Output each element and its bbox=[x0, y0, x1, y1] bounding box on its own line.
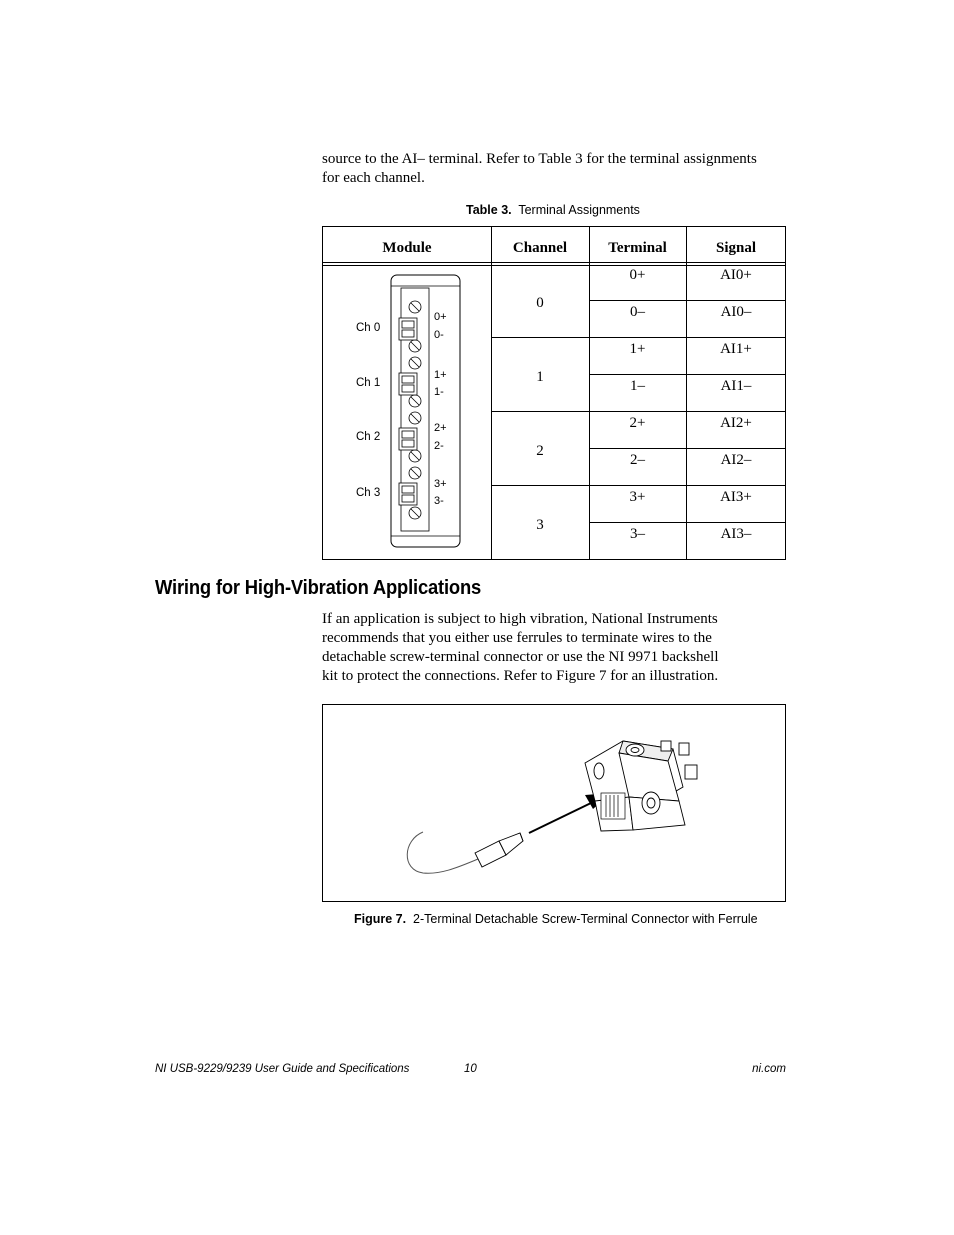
paragraph-line: If an application is subject to high vibration, National Instruments bbox=[322, 611, 718, 627]
figure-box bbox=[322, 704, 786, 902]
row-divider bbox=[491, 337, 785, 338]
module-pin-label: 2- bbox=[434, 440, 444, 452]
paragraph-line: detachable screw-terminal connector or use the NI 9971 backshell bbox=[322, 649, 719, 665]
row-divider bbox=[589, 374, 785, 375]
table-caption-label: Table 3. bbox=[466, 203, 512, 217]
intro-line: for each channel. bbox=[322, 170, 425, 186]
intro-line: source to the AI– terminal. Refer to Table 3 for the terminal assignments bbox=[322, 151, 757, 167]
channel-cell: 2 bbox=[536, 443, 544, 459]
channel-cell: 0 bbox=[536, 295, 544, 311]
terminal-cell: 0+ bbox=[629, 267, 646, 283]
channel-cell: 1 bbox=[536, 369, 544, 385]
signal-cell: AI1– bbox=[720, 378, 752, 394]
terminal-cell: 2+ bbox=[629, 415, 646, 431]
header-module: Module bbox=[382, 240, 432, 256]
terminal-cell: 1+ bbox=[629, 341, 646, 357]
terminal-cell: 3+ bbox=[629, 489, 646, 505]
module-channel-label: Ch 1 bbox=[356, 377, 381, 389]
header-rule bbox=[323, 262, 785, 263]
channel-cell: 3 bbox=[536, 517, 544, 533]
footer-title: NI USB-9229/9239 User Guide and Specifications bbox=[155, 1063, 410, 1075]
module-channel-label: Ch 2 bbox=[356, 431, 381, 443]
row-divider bbox=[589, 448, 785, 449]
signal-cell: AI1+ bbox=[720, 341, 752, 357]
row-divider bbox=[491, 485, 785, 486]
module-pin-label: 1- bbox=[434, 386, 444, 398]
row-divider bbox=[589, 300, 785, 301]
module-pin-label: 0- bbox=[434, 329, 444, 341]
module-pin-label: 3+ bbox=[434, 478, 447, 490]
column-divider bbox=[491, 227, 492, 559]
paragraph-line: kit to protect the connections. Refer to Figure 7 for an illustration. bbox=[322, 668, 719, 684]
table-caption-title: Terminal Assignments bbox=[518, 203, 640, 217]
module-pin-label: 0+ bbox=[434, 311, 447, 323]
row-divider bbox=[589, 522, 785, 523]
table-caption bbox=[466, 203, 640, 217]
module-pin-label: 3- bbox=[434, 495, 444, 507]
header-signal: Signal bbox=[715, 240, 757, 256]
footer-page-number: 10 bbox=[464, 1063, 477, 1075]
terminal-assignments-table bbox=[322, 226, 786, 560]
signal-cell: AI3+ bbox=[720, 489, 752, 505]
signal-cell: AI2+ bbox=[720, 415, 752, 431]
section-paragraph bbox=[322, 610, 719, 686]
module-pin-label: 2+ bbox=[434, 422, 447, 434]
signal-cell: AI0+ bbox=[720, 267, 752, 283]
row-divider bbox=[491, 411, 785, 412]
footer-site-link[interactable]: ni.com bbox=[752, 1063, 786, 1075]
intro-paragraph bbox=[322, 150, 757, 188]
terminal-cell: 0– bbox=[630, 304, 645, 320]
terminal-cell: 2– bbox=[630, 452, 645, 468]
paragraph-line: recommends that you either use ferrules to terminate wires to the bbox=[322, 630, 712, 646]
signal-cell: AI2– bbox=[720, 452, 752, 468]
module-pin-label: 1+ bbox=[434, 369, 447, 381]
figure-caption-title: 2-Terminal Detachable Screw-Terminal Connector with Ferrule bbox=[413, 912, 758, 926]
header-channel: Channel bbox=[512, 240, 568, 256]
connector-ferrule-illustration bbox=[323, 705, 785, 901]
terminal-cell: 3– bbox=[630, 526, 645, 542]
figure-caption bbox=[354, 912, 758, 926]
header-terminal: Terminal bbox=[608, 240, 667, 256]
signal-cell: AI0– bbox=[720, 304, 752, 320]
module-channel-label: Ch 0 bbox=[356, 322, 381, 334]
signal-cell: AI3– bbox=[720, 526, 752, 542]
section-heading: Wiring for High-Vibration Applications bbox=[155, 577, 482, 599]
terminal-cell: 1– bbox=[630, 378, 645, 394]
module-channel-label: Ch 3 bbox=[356, 487, 381, 499]
figure-caption-label: Figure 7. bbox=[354, 912, 407, 926]
module-diagram bbox=[323, 266, 491, 558]
